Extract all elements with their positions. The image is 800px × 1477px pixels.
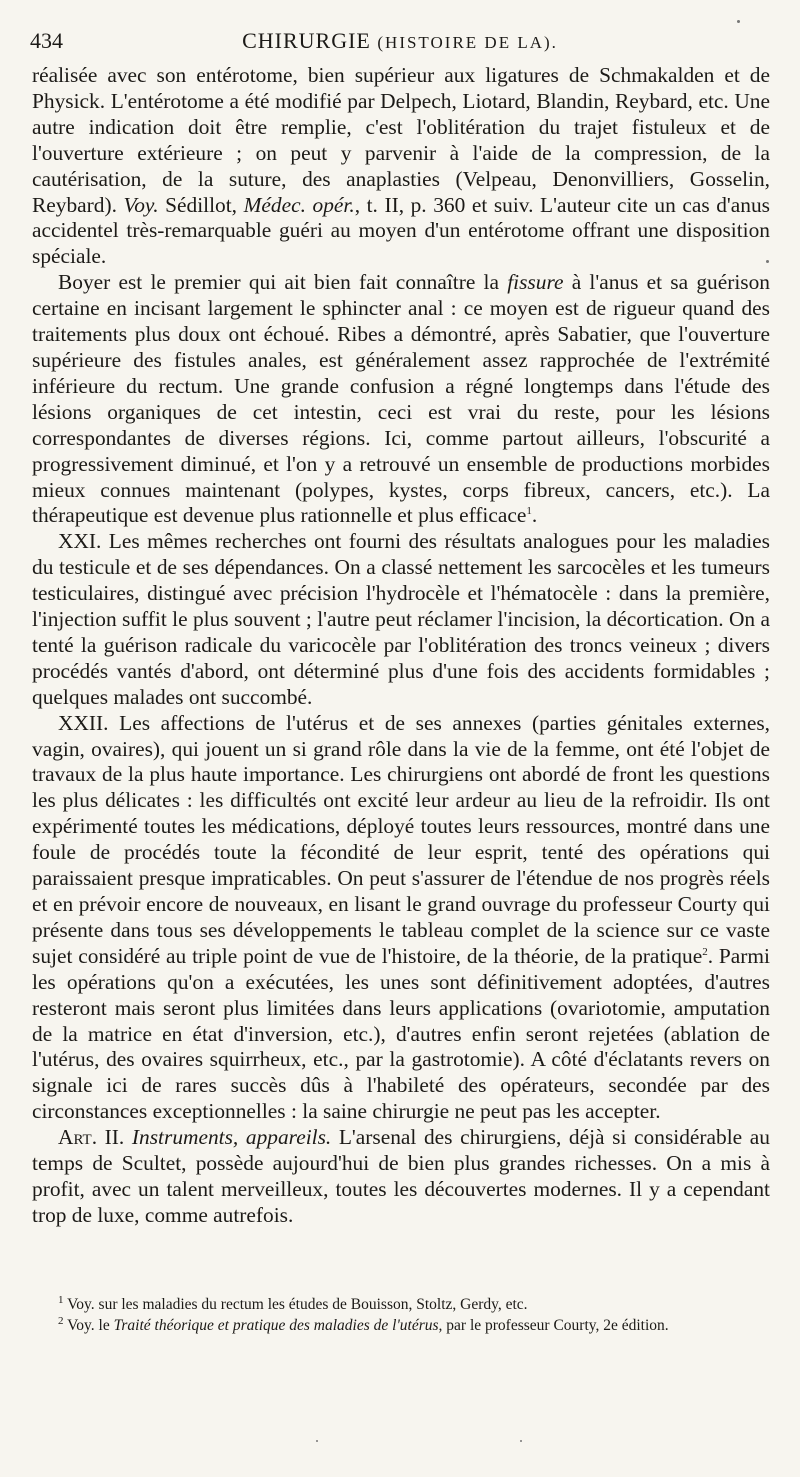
running-title: [30, 28, 770, 54]
footnotes: [32, 1294, 770, 1336]
footnote-2: [32, 1315, 770, 1336]
footnote-2-text-b: par le professeur Courty, 2e édition.: [442, 1317, 669, 1334]
print-speck: [520, 1440, 522, 1442]
footnote-ref-2[interactable]: 2: [702, 945, 708, 958]
paragraph-art-ii: [32, 1125, 770, 1229]
p1-text-c: , t. II, p. 360 et suiv. L'auteur cite un cas d'anus accidentel très-remarquable guéri au moyen d'un entérotome offrant une disposition spéciale.: [32, 192, 770, 269]
main-text: [32, 63, 770, 1229]
footnote-2-number: 2: [58, 1314, 64, 1327]
p1-voy: Voy.: [123, 192, 159, 217]
footnote-1: [32, 1294, 770, 1315]
paragraph-xxi: [32, 529, 770, 710]
footnote-1-text: Voy. sur les maladies du rectum les études de Bouisson, Stoltz, Gerdy, etc.: [63, 1296, 528, 1313]
page-number: 434: [30, 28, 63, 53]
running-title-main: CHIRURGIE: [242, 28, 371, 53]
print-speck: [766, 260, 769, 263]
footnote-1-number: 1: [58, 1293, 64, 1306]
article-title: Instruments, appareils.: [131, 1125, 332, 1150]
paragraph-1: [32, 63, 770, 270]
p1-text-b: Sédillot,: [158, 192, 244, 217]
running-title-sub: (HISTOIRE DE LA).: [377, 33, 558, 52]
p3-text: Les mêmes recherches ont fourni des résultats analogues pour les maladies du testicule et de ses dépendances. On a classé nettement les sarcocèles et les tumeurs testiculaires, distingué avec précision l'hydrocèle et l'hématocèle : dans la première, l'injection suffit le plus souvent ; l'autre peut réclamer l'incision, la décortication. On a tenté la guérison radicale du varicocèle par l'oblitération des troncs veineux ; divers procédés vantés d'abord, ont déterminé plus d'une fois des accidents formidables ; quelques malades ont succombé.: [32, 529, 770, 709]
footnote-2-text-a: Voy. le: [63, 1317, 114, 1334]
p5-text: L'arsenal des chirurgiens, déjà si considérable au temps de Scultet, possède aujourd'hui de bien plus grandes richesses. On a mis à profit, avec un talent merveilleux, toutes les découvertes modernes. Il y a cependant trop de luxe, comme autrefois.: [32, 1125, 770, 1227]
p4-text-b: . Parmi les opérations qu'on a exécutées, les unes sont définitivement adoptées, d'autres resteront mais seront plus limitées dans leurs applications (ovariotomie, amputation de la matrice en état d'inversion, etc.), d'autres enfin seront rejetées (ablation de l'utérus, des ovaires squirrheux, etc., par la gastrotomie). A côté d'éclatants revers on signale ici de rares succès dûs à l'habileté des opérateurs, secondée par des circonstances exceptionnelles : la saine chirurgie ne peut pas les accepter.: [32, 943, 770, 1124]
p2-fissure: fissure: [507, 270, 564, 295]
section-number-xxii: XXII.: [58, 710, 109, 735]
p4-text-a: Les affections de l'utérus et de ses annexes (parties génitales externes, vagin, ovaires), qui jouent un si grand rôle dans la vie de la femme, ont été l'objet de travaux de la plus haute importance. Les chirurgiens ont abordé de front les questions les plus délicates : les difficultés ont excité leur ardeur au lieu de la refroidir. Ils ont expérimenté toutes les médications, déployé toutes leurs ressources, montré dans une foule de procédés toute la fécondité de leur esprit, tenté des opérations qui paraissaient presque impraticables. On peut s'assurer de l'étendue de nos progrès réels et en prévoir encore de nouveaux, en lisant le grand ouvrage du professeur Courty qui présente dans tous ses développements le tableau complet de la science sur ce vaste sujet considéré au triple point de vue de l'histoire, de la théorie, de la pratique: [32, 710, 770, 968]
section-number-xxi: XXI.: [58, 529, 102, 554]
p2-end: .: [531, 503, 538, 528]
article-label: Art. II.: [58, 1125, 125, 1150]
p1-medec-title: Médec. opér.: [243, 192, 355, 217]
p2-text-b: à l'anus et sa guérison certaine en incisant largement le sphincter anal : ce moyen est de rigueur quand des traitements plus doux ont échoué. Ribes a démontré, après Sabatier, que l'ouverture supérieure des fistules anales, est généralement assez rapprochée de l'extrémité inférieure du rectum. Une grande confusion a régné longtemps dans l'étude des lésions organiques de cet intestin, ceci est vrai du reste, pour les lésions correspondantes de diverses régions. Ici, comme partout ailleurs, l'obscurité a progressivement diminué, et l'on y a retrouvé un ensemble de productions morbides mieux connues maintenant (polypes, kystes, corps fibreux, cancers, etc.). La thérapeutique est devenue plus rationnelle et plus efficace: [32, 270, 770, 528]
paragraph-xxii: [32, 711, 770, 1126]
p2-text-a: Boyer est le premier qui ait bien fait connaître la: [58, 270, 508, 295]
print-speck: [316, 1440, 318, 1442]
footnote-2-title: Traité théorique et pratique des maladies de l'utérus,: [113, 1317, 443, 1334]
print-speck: [737, 20, 740, 23]
paragraph-2: [32, 270, 770, 529]
p1-text: réalisée avec son entérotome, bien supérieur aux ligatures de Schmakalden et de Physick. L'entérotome a été modifié par Delpech, Liotard, Blandin, Reybard, etc. Une autre indication doit être remplie, c'est l'oblitération du trajet fistuleux et de l'ouverture extérieure ; on peut y parvenir à l'aide de la compression, de la cautérisation, de la suture, des anaplasties (Velpeau, Denonvilliers, Gosselin, Reybard).: [32, 63, 770, 217]
running-header: [30, 28, 770, 58]
footnote-ref-1[interactable]: 1: [526, 505, 532, 518]
